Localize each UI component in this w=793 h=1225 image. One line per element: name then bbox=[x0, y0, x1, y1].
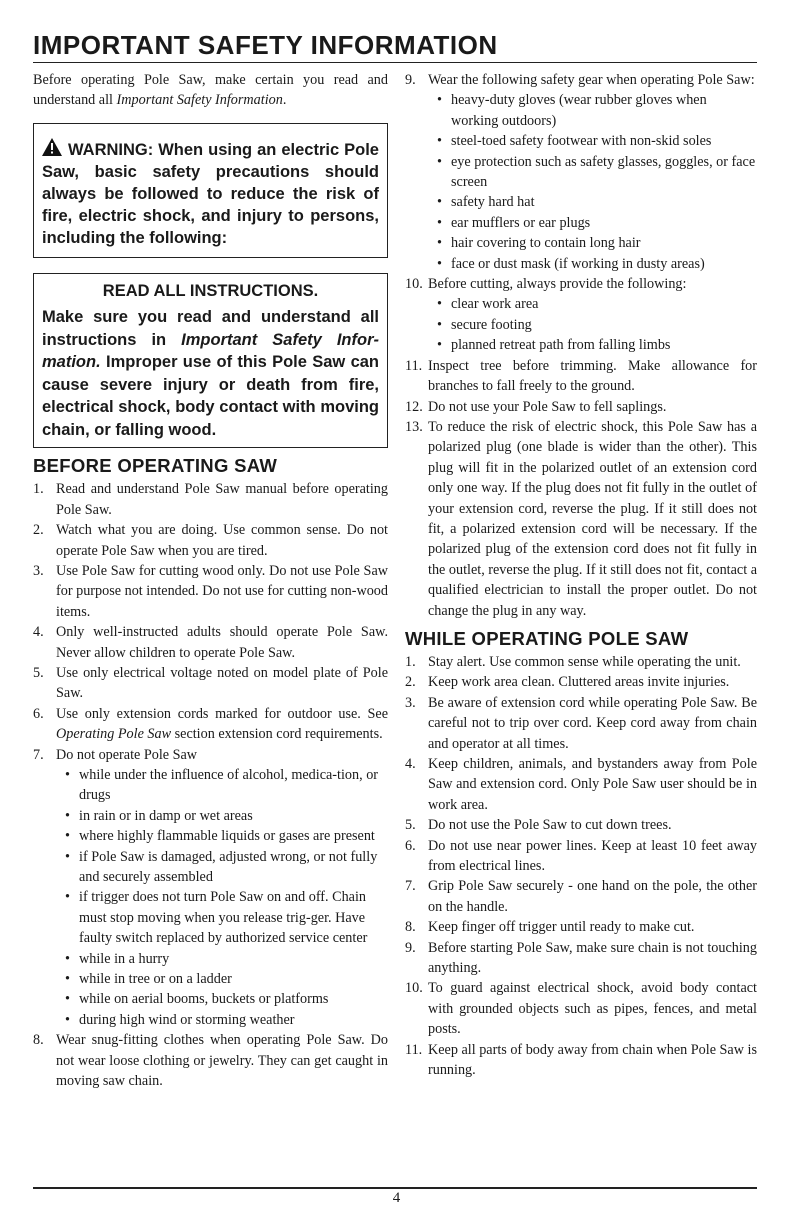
list-item bbox=[405, 397, 757, 417]
item-text: Wear the following safety gear when operating Pole Saw: bbox=[428, 72, 755, 88]
list-item bbox=[33, 561, 388, 622]
list-item bbox=[405, 815, 757, 835]
left-column bbox=[33, 70, 388, 1092]
bullet-item: • during high wind or storming weather bbox=[56, 1010, 388, 1030]
bullet-item: • while under the influence of alcohol, medica-tion, or drugs bbox=[56, 765, 388, 806]
bullet-item: • steel-toed safety footwear with non-skid soles bbox=[428, 131, 757, 151]
page-title: IMPORTANT SAFETY INFORMATION bbox=[33, 30, 498, 60]
right-column bbox=[405, 70, 757, 1081]
item-text: To reduce the risk of electric shock, this Pole Saw has a polarized plug (one blade is wider than the other). This plug will fit in the polarized outlet of an extension cord only one way. If the plug does not fit fully in the outlet of your extension cord, reverse the plug. If it still does not fit, a polarized extension cord will be necessary. If the polarized plug of the extension cord does not fit fully in the outlet, reverse the plug. If it still does not fit, contact a qualified electrician to install the proper outlet. Do not change the plug in any way. bbox=[428, 418, 757, 619]
item-number: 5. bbox=[405, 817, 416, 834]
item-number: 10. bbox=[405, 980, 423, 997]
item-text: Only well-instructed adults should operate Pole Saw. Never allow children to operate Pole Saw. bbox=[56, 624, 388, 661]
item-number: 1. bbox=[33, 481, 44, 498]
section-heading-before-operating: BEFORE OPERATING SAW bbox=[33, 455, 278, 477]
item-number: 7. bbox=[33, 746, 44, 763]
bullet-item: • hair covering to contain long hair bbox=[428, 233, 757, 253]
bullet-list bbox=[56, 765, 388, 1030]
read-instructions-box bbox=[33, 273, 388, 449]
item-number: 12. bbox=[405, 398, 423, 415]
bullet-item: • face or dust mask (if working in dusty areas) bbox=[428, 254, 757, 274]
item-text: Stay alert. Use common sense while operating the unit. bbox=[428, 653, 741, 670]
item-number: 11. bbox=[405, 1041, 423, 1058]
item-text: Do not use your Pole Saw to fell saplings. bbox=[428, 398, 667, 415]
bottom-rule bbox=[33, 1187, 757, 1189]
item-number: 13. bbox=[405, 418, 423, 435]
item-text: Keep work area clean. Cluttered areas invite injuries. bbox=[428, 674, 730, 691]
top-rule bbox=[33, 62, 757, 63]
bullet-item: • where highly flammable liquids or gases are present bbox=[56, 826, 388, 846]
bullet-item: • clear work area bbox=[428, 294, 757, 314]
item-number: 6. bbox=[405, 837, 416, 854]
list-item bbox=[405, 978, 757, 1039]
bullet-item: • while in tree or on a ladder bbox=[56, 969, 388, 989]
item-number: 9. bbox=[405, 939, 416, 956]
bullet-item: • safety hard hat bbox=[428, 192, 757, 212]
section-heading-while-operating: WHILE OPERATING POLE SAW bbox=[405, 627, 689, 649]
bullet-item: • secure footing bbox=[428, 315, 757, 335]
page-number: 4 bbox=[392, 1190, 401, 1206]
list-item bbox=[405, 70, 757, 274]
list-item bbox=[405, 693, 757, 754]
item-number: 1. bbox=[405, 653, 416, 670]
item-text: Before starting Pole Saw, make sure chain is not touching anything. bbox=[428, 939, 757, 977]
item-number: 11. bbox=[405, 357, 423, 374]
bullet-item: • ear mufflers or ear plugs bbox=[428, 213, 757, 233]
item-text: Keep children, animals, and bystanders away from Pole Saw and extension cord. Only Pole Saw user should be in work area. bbox=[428, 756, 757, 813]
list-item bbox=[405, 672, 757, 692]
bullet-item: • eye protection such as safety glasses, goggles, or face screen bbox=[428, 152, 757, 193]
list-item bbox=[405, 652, 757, 672]
list-item bbox=[405, 417, 757, 621]
list-item bbox=[405, 754, 757, 815]
item-text: Before cutting, always provide the following: bbox=[428, 276, 687, 293]
item-number: 8. bbox=[405, 919, 416, 936]
item-text: Wear snug-fitting clothes when operating Pole Saw. Do not wear loose clothing or jewelry. They can get caught in moving saw chain. bbox=[56, 1032, 388, 1090]
list-item bbox=[405, 356, 757, 397]
list-item bbox=[33, 622, 388, 663]
item-number: 2. bbox=[33, 522, 44, 539]
item-number: 4. bbox=[33, 624, 44, 641]
intro-paragraph: Before operating Pole Saw, make certain you read and understand all Important Safety Information. bbox=[33, 72, 388, 109]
list-item bbox=[33, 704, 388, 745]
item-number: 9. bbox=[405, 72, 416, 88]
item-text: Keep finger off trigger until ready to make cut. bbox=[428, 919, 695, 936]
item-text: Do not use the Pole Saw to cut down trees. bbox=[428, 817, 672, 834]
item-number: 7. bbox=[405, 878, 416, 895]
item-number: 3. bbox=[405, 694, 416, 711]
list-item bbox=[405, 938, 757, 979]
list-item bbox=[405, 917, 757, 937]
warning-triangle-icon bbox=[42, 138, 62, 156]
list-item bbox=[405, 876, 757, 917]
item-text: Watch what you are doing. Use common sense. Do not operate Pole Saw when you are tired. bbox=[56, 522, 388, 559]
item-text: Read and understand Pole Saw manual before operating Pole Saw. bbox=[56, 481, 388, 518]
item-text: To guard against electrical shock, avoid body contact with grounded objects such as pipes, fences, and metal posts. bbox=[428, 980, 757, 1038]
item-text: Use only electrical voltage noted on model plate of Pole Saw. bbox=[56, 664, 388, 702]
list-item bbox=[33, 663, 388, 704]
list-item bbox=[33, 479, 388, 520]
item-text: Be aware of extension cord while operating Pole Saw. Be careful not to trip over cord. Keep cord away from chain and operator at all times. bbox=[428, 694, 757, 752]
item-number: 6. bbox=[33, 705, 44, 722]
bullet-item: • planned retreat path from falling limbs bbox=[428, 335, 757, 355]
item-text: Inspect tree before trimming. Make allowance for branches to fall freely to the ground. bbox=[428, 357, 757, 395]
list-item bbox=[405, 1040, 757, 1081]
item-number: 3. bbox=[33, 562, 44, 579]
bullet-item: • if trigger does not turn Pole Saw on and off. Chain must stop moving when you release trig-ger. Have faulty switch replaced by authorized service center bbox=[56, 887, 388, 948]
before-operating-list bbox=[33, 479, 388, 1091]
list-item bbox=[33, 1030, 388, 1091]
item-text: Do not operate Pole Saw bbox=[56, 746, 198, 763]
warning-text: WARNING: When using an electric Pole Saw, basic safety precautions should always be followed to reduce the risk of fire, electric shock, and injury to persons, including the following: bbox=[42, 138, 379, 249]
item-number: 4. bbox=[405, 756, 416, 772]
bullet-list bbox=[428, 294, 757, 355]
item-text: Keep all parts of body away from chain when Pole Saw is running. bbox=[428, 1041, 757, 1079]
safety-list-continued bbox=[405, 70, 757, 621]
item-text: Grip Pole Saw securely - one hand on the pole, the other on the handle. bbox=[428, 878, 757, 915]
warning-box bbox=[33, 123, 388, 258]
bullet-item: • heavy-duty gloves (wear rubber gloves when working outdoors) bbox=[428, 90, 757, 131]
list-item bbox=[33, 745, 388, 1031]
list-item bbox=[405, 836, 757, 877]
list-item bbox=[405, 274, 757, 356]
bullet-item: • while on aerial booms, buckets or platforms bbox=[56, 989, 388, 1009]
bullet-list bbox=[428, 90, 757, 274]
bullet-item: • if Pole Saw is damaged, adjusted wrong, or not fully and securely assembled bbox=[56, 847, 388, 888]
item-text: Use only extension cords marked for outdoor use. See Operating Pole Saw section extension cord requirements. bbox=[56, 705, 388, 743]
item-number: 8. bbox=[33, 1032, 44, 1049]
item-text: Do not use near power lines. Keep at least 10 feet away from electrical lines. bbox=[428, 837, 757, 875]
read-instructions-text: Make sure you read and understand all instructions in Important Safety Infor-mation. Improper use of this Pole Saw can cause severe injury or death from fire, electrical shock, body contact with moving chain, or falling wood. bbox=[42, 308, 379, 439]
while-operating-list bbox=[405, 652, 757, 1081]
item-number: 5. bbox=[33, 664, 44, 681]
item-number: 2. bbox=[405, 674, 416, 691]
item-text: Use Pole Saw for cutting wood only. Do not use Pole Saw for purpose not intended. Do not use for cutting non-wood items. bbox=[56, 562, 388, 620]
bullet-item: • in rain or in damp or wet areas bbox=[56, 806, 388, 826]
bullet-item: • while in a hurry bbox=[56, 949, 388, 969]
item-number: 10. bbox=[405, 276, 423, 293]
list-item bbox=[33, 520, 388, 561]
read-instructions-title: READ ALL INSTRUCTIONS. bbox=[102, 281, 319, 300]
